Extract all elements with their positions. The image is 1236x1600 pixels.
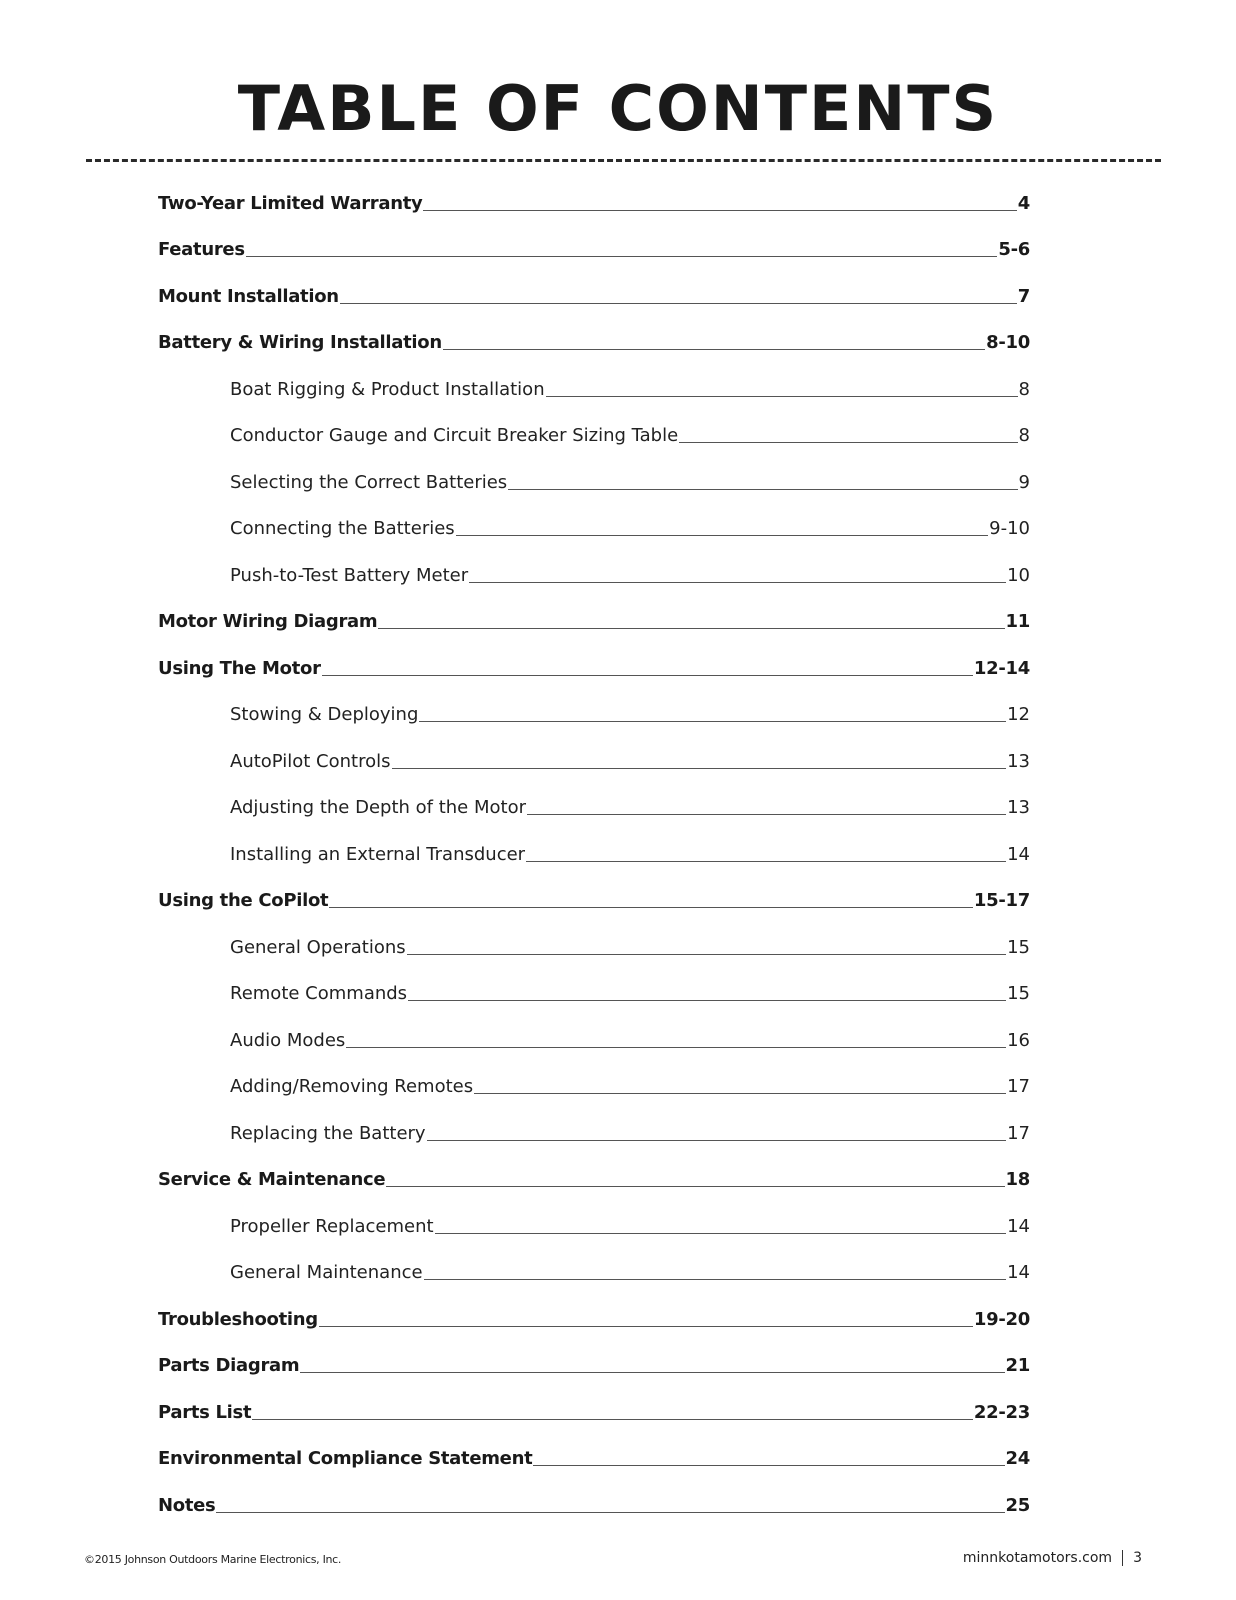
- toc-entry[interactable]: [158, 880, 1030, 927]
- toc-entry-title: Stowing & Deploying: [230, 704, 419, 725]
- toc-entry-title: AutoPilot Controls: [230, 750, 391, 772]
- toc-page-number: 17: [1007, 1076, 1030, 1097]
- toc-page-number: 19-20: [973, 1308, 1030, 1330]
- toc-entry[interactable]: [158, 647, 1030, 694]
- toc-leader-line: [679, 442, 1017, 443]
- toc-subentry[interactable]: [158, 1019, 1030, 1066]
- toc-entry-title: Notes: [158, 1494, 216, 1516]
- toc-entry[interactable]: [158, 1345, 1030, 1392]
- page-number: 3: [1133, 1550, 1142, 1566]
- toc-subentry[interactable]: [158, 508, 1030, 555]
- toc-page-number: 15: [1007, 983, 1030, 1004]
- toc-subentry[interactable]: [158, 787, 1030, 834]
- toc-entry-title: Battery & Wiring Installation: [158, 332, 442, 353]
- toc-page-number: 14: [1007, 1215, 1030, 1237]
- toc-page-number: 14: [1007, 1262, 1030, 1283]
- toc-entry-title: Mount Installation: [158, 285, 339, 307]
- toc-subentry[interactable]: [158, 554, 1030, 601]
- toc-page-number: 25: [1005, 1494, 1030, 1516]
- toc-leader-line: [252, 1419, 973, 1420]
- toc-leader-line: [526, 861, 1006, 862]
- toc-page-number: 9: [1018, 471, 1030, 493]
- dashed-divider: [86, 159, 1161, 162]
- toc-page-number: 13: [1007, 797, 1030, 818]
- toc-page-number: 16: [1007, 1029, 1030, 1051]
- toc-page-number: 5-6: [998, 239, 1030, 260]
- toc-leader-line: [546, 396, 1018, 397]
- toc-subentry[interactable]: [158, 1252, 1030, 1299]
- toc-entry-title: Selecting the Correct Batteries: [230, 471, 508, 493]
- toc-entry[interactable]: [158, 1298, 1030, 1345]
- toc-leader-line: [378, 628, 1004, 629]
- toc-leader-line: [533, 1465, 1004, 1466]
- toc-leader-line: [329, 907, 973, 908]
- page-footer: [963, 1550, 1142, 1566]
- toc-entry-title: Using The Motor: [158, 657, 321, 679]
- toc-page-number: 21: [1005, 1355, 1030, 1376]
- toc-leader-line: [346, 1047, 1006, 1048]
- toc-leader-line: [216, 1512, 1004, 1513]
- toc-leader-line: [246, 256, 998, 257]
- toc-page-number: 13: [1007, 750, 1030, 772]
- toc-entry-title: General Maintenance: [230, 1262, 423, 1283]
- toc-page-number: 8: [1018, 378, 1030, 400]
- toc-page-number: 18: [1005, 1169, 1030, 1190]
- table-of-contents: [158, 182, 1030, 1531]
- toc-entry-title: Parts Diagram: [158, 1355, 300, 1376]
- toc-entry-title: Parts List: [158, 1401, 252, 1423]
- toc-subentry[interactable]: [158, 1205, 1030, 1252]
- toc-subentry[interactable]: [158, 368, 1030, 415]
- toc-page-number: 22-23: [973, 1401, 1030, 1423]
- toc-leader-line: [423, 210, 1016, 211]
- toc-entry[interactable]: [158, 229, 1030, 276]
- toc-subentry[interactable]: [158, 694, 1030, 741]
- toc-entry-title: Replacing the Battery: [230, 1122, 426, 1144]
- toc-leader-line: [386, 1186, 1004, 1187]
- toc-subentry[interactable]: [158, 1066, 1030, 1113]
- toc-entry-title: General Operations: [230, 936, 406, 958]
- toc-subentry[interactable]: [158, 1112, 1030, 1159]
- toc-page-number: 10: [1007, 564, 1030, 586]
- toc-leader-line: [435, 1233, 1007, 1234]
- toc-entry-title: Two-Year Limited Warranty: [158, 192, 423, 214]
- toc-page-number: 8-10: [986, 332, 1030, 353]
- toc-entry[interactable]: [158, 1438, 1030, 1485]
- toc-entry[interactable]: [158, 1391, 1030, 1438]
- toc-leader-line: [319, 1326, 973, 1327]
- toc-page-number: 12-14: [973, 657, 1030, 679]
- toc-leader-line: [300, 1372, 1004, 1373]
- toc-entry-title: Audio Modes: [230, 1029, 346, 1051]
- toc-entry-title: Adding/Removing Remotes: [230, 1076, 474, 1097]
- toc-page-number: 7: [1017, 285, 1030, 307]
- toc-page-number: 15: [1007, 936, 1030, 958]
- toc-page-number: 17: [1007, 1122, 1030, 1144]
- toc-entry[interactable]: [158, 601, 1030, 648]
- toc-entry-title: Environmental Compliance Statement: [158, 1448, 533, 1469]
- toc-entry-title: Propeller Replacement: [230, 1215, 434, 1237]
- toc-entry[interactable]: [158, 1484, 1030, 1531]
- toc-page-number: 4: [1017, 192, 1030, 214]
- toc-leader-line: [419, 721, 1006, 722]
- toc-subentry[interactable]: [158, 926, 1030, 973]
- toc-entry-title: Remote Commands: [230, 983, 408, 1004]
- toc-page-number: 14: [1007, 843, 1030, 865]
- toc-leader-line: [456, 535, 988, 536]
- toc-entry-title: Boat Rigging & Product Installation: [230, 378, 545, 400]
- toc-subentry[interactable]: [158, 415, 1030, 462]
- toc-leader-line: [527, 814, 1006, 815]
- toc-leader-line: [474, 1093, 1006, 1094]
- toc-leader-line: [443, 349, 985, 350]
- toc-entry-title: Installing an External Transducer: [230, 843, 526, 865]
- toc-entry-title: Adjusting the Depth of the Motor: [230, 797, 526, 818]
- toc-leader-line: [424, 1279, 1007, 1280]
- toc-leader-line: [322, 675, 973, 676]
- toc-entry[interactable]: [158, 182, 1030, 229]
- toc-leader-line: [407, 954, 1006, 955]
- toc-subentry[interactable]: [158, 973, 1030, 1020]
- toc-subentry[interactable]: [158, 740, 1030, 787]
- toc-page-number: 11: [1005, 611, 1030, 632]
- toc-entry-title: Service & Maintenance: [158, 1169, 386, 1190]
- toc-entry-title: Push-to-Test Battery Meter: [230, 564, 469, 586]
- toc-subentry[interactable]: [158, 833, 1030, 880]
- toc-page-number: 24: [1005, 1448, 1030, 1469]
- toc-entry-title: Troubleshooting: [158, 1308, 318, 1330]
- page-title: TABLE OF CONTENTS: [237, 72, 999, 145]
- toc-leader-line: [469, 582, 1006, 583]
- website-link[interactable]: minnkotamotors.com: [962, 1550, 1113, 1566]
- toc-entry-title: Features: [158, 239, 245, 260]
- toc-entry-title: Using the CoPilot: [158, 890, 329, 911]
- toc-page-number: 12: [1007, 704, 1030, 725]
- toc-entry-title: Motor Wiring Diagram: [158, 611, 378, 632]
- toc-leader-line: [408, 1000, 1006, 1001]
- toc-page-number: 8: [1018, 425, 1030, 446]
- toc-leader-line: [508, 489, 1017, 490]
- toc-leader-line: [427, 1140, 1007, 1141]
- footer-separator: [1122, 1550, 1123, 1566]
- toc-entry[interactable]: [158, 275, 1030, 322]
- copyright-notice: ©2015 Johnson Outdoors Marine Electronics, Inc.: [84, 1553, 342, 1566]
- toc-leader-line: [340, 303, 1017, 304]
- toc-leader-line: [392, 768, 1007, 769]
- toc-subentry[interactable]: [158, 461, 1030, 508]
- toc-entry-title: Conductor Gauge and Circuit Breaker Sizing Table: [230, 425, 679, 446]
- toc-page-number: 15-17: [973, 890, 1030, 911]
- toc-entry[interactable]: [158, 1159, 1030, 1206]
- toc-entry[interactable]: [158, 322, 1030, 369]
- toc-entry-title: Connecting the Batteries: [230, 518, 455, 539]
- toc-page-number: 9-10: [989, 518, 1030, 539]
